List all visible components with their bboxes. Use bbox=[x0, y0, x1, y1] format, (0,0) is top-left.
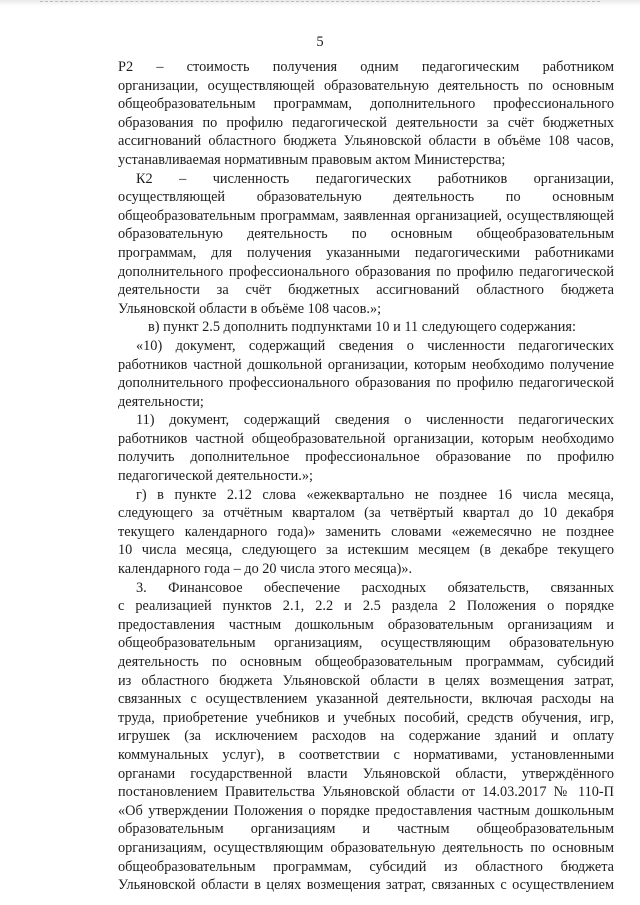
text-line: игрушек (за исключением расходов на содержание зданий и оплату bbox=[118, 728, 614, 745]
text-line: из областного бюджета Ульяновской области в целях возмещения затрат, bbox=[118, 672, 614, 689]
text-line: получить дополнительное профессиональное образование по профилю bbox=[118, 449, 614, 466]
text-line: текущего календарного года)» заменить словами «ежемесячно не позднее bbox=[118, 523, 614, 540]
text-line: деятельности за счёт бюджетных ассигнований областного бюджета bbox=[118, 282, 614, 299]
text-line: 3. Финансовое обеспечение расходных обязательств, связанных bbox=[136, 579, 614, 596]
text-line: коммунальных услуг), в соответствии с нормативами, установленными bbox=[118, 746, 614, 763]
text-line: работников частной дошкольной организации, которым необходимо получение bbox=[118, 356, 614, 373]
text-line: 11) документ, содержащий сведения о численности педагогических bbox=[136, 412, 614, 429]
text-line: дополнительного профессионального образования по профилю педагогической bbox=[118, 263, 614, 280]
scan-top-marks bbox=[40, 1, 600, 5]
text-line: организациям, осуществляющим образовательную деятельность по основным bbox=[118, 839, 614, 856]
text-line: К2 – численность педагогических работников организации, bbox=[136, 170, 614, 187]
text-line: Ульяновской области в целях возмещения затрат, связанных с осуществлением bbox=[118, 877, 614, 894]
text-line: осуществляющей образовательную деятельность по основным bbox=[118, 189, 614, 206]
page-number: 5 bbox=[316, 34, 324, 50]
text-line: календарного года – до 20 числа этого месяца)». bbox=[118, 561, 413, 578]
text-line: ассигнований областного бюджета Ульяновской области в объёме 108 часов, bbox=[118, 133, 614, 150]
text-line: образовательным организациям и частным общеобразовательным bbox=[118, 821, 614, 838]
document-body bbox=[118, 58, 614, 895]
text-line: Ульяновской области в объёме 108 часов.»; bbox=[118, 300, 382, 317]
text-line: общеобразовательным программам, заявленная организацией, осуществляющей bbox=[118, 207, 614, 224]
text-line: работников частной общеобразовательной организации, которым необходимо bbox=[118, 430, 614, 447]
text-line: органами государственной власти Ульяновской области, утверждённого bbox=[118, 765, 614, 782]
text-line: «10) документ, содержащий сведения о численности педагогических bbox=[136, 337, 614, 354]
text-line: общеобразовательным программам, субсидий из областного бюджета bbox=[118, 858, 614, 875]
text-line: 10 числа месяца, следующего за истекшим месяцем (в декабре текущего bbox=[118, 542, 614, 559]
text-line: организации, осуществляющей образовательную деятельность по основным bbox=[118, 77, 614, 94]
text-line: Р2 – стоимость получения одним педагогическим работником bbox=[118, 59, 614, 75]
text-line: с реализацией пунктов 2.1, 2.2 и 2.5 раздела 2 Положения о порядке bbox=[118, 598, 614, 615]
text-line: общеобразовательным программам, дополнительного профессионального bbox=[118, 96, 614, 113]
text-line: общеобразовательным организациям, осуществляющим образовательную bbox=[118, 635, 614, 652]
text-line: г) в пункте 2.12 слова «ежеквартально не позднее 16 числа месяца, bbox=[136, 486, 614, 503]
text-line: труда, приобретение учебников и учебных пособий, средств обучения, игр, bbox=[118, 709, 614, 726]
text-line: педагогической деятельности.»; bbox=[118, 468, 313, 485]
text-line: предоставления частным дошкольным образовательным организациям и bbox=[118, 616, 614, 633]
text-line: постановлением Правительства Ульяновской области от 14.03.2017 № 110-П bbox=[118, 784, 614, 801]
text-line: образовательную деятельность по основным общеобразовательным bbox=[118, 226, 614, 243]
text-line: следующего за отчётным кварталом (за четвёртый квартал до 10 декабря bbox=[118, 505, 614, 522]
text-line: «Об утверждении Положения о порядке предоставления частным дошкольным bbox=[118, 802, 614, 819]
text-line: связанных с осуществлением указанной деятельности, включая расходы на bbox=[118, 691, 614, 708]
text-line: деятельности; bbox=[118, 393, 204, 410]
text-line: устанавливаемая нормативным правовым актом Министерства; bbox=[118, 151, 506, 168]
text-line: программам, для получения указанными педагогическими работниками bbox=[118, 244, 614, 261]
text-line: дополнительного профессионального образования по профилю педагогической bbox=[118, 375, 614, 392]
text-line: деятельность по основным общеобразовательным программам, субсидий bbox=[118, 654, 614, 670]
text-line: образования по профилю педагогической деятельности за счёт бюджетных bbox=[118, 114, 614, 131]
text-line: в) пункт 2.5 дополнить подпунктами 10 и 11 следующего содержания: bbox=[148, 319, 576, 336]
